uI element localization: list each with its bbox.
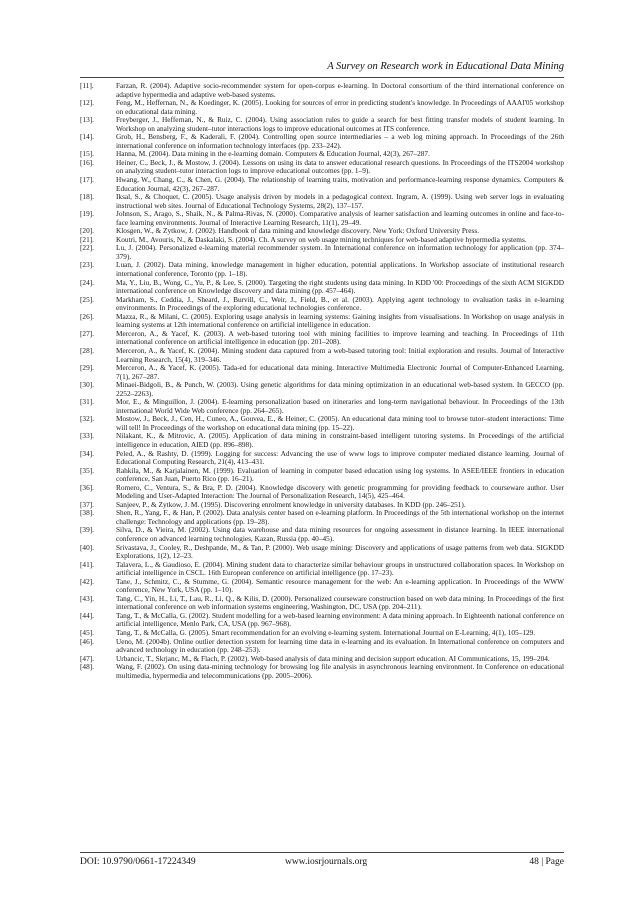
reference-number: [42].	[80, 576, 94, 586]
reference-item	[80, 398, 564, 415]
reference-text: Grob, H., Bensberg, F., & Kaderali, F. (2004). Controlling open source intermediaries – a web log mining approach. In Proceedings of the 26th international conference on information technology interfaces (pp. 233–242).	[116, 132, 564, 150]
reference-item	[80, 595, 564, 612]
reference-item	[80, 279, 564, 296]
reference-number: [43].	[80, 593, 94, 603]
reference-text: Mor, E., & Minguillon, J. (2004). E-learning personalization based on itineraries and long-term navigational behaviour. In Proceedings of the 13th international World Wide Web conference (pp. 264–265).	[116, 397, 564, 415]
reference-number: [28].	[80, 345, 94, 355]
reference-text: Klosgen, W., & Zytkow, J. (2002). Handbook of data mining and knowledge discovery. New York: Oxford University Press.	[116, 226, 480, 236]
footer-journal-url[interactable]: www.iosrjournals.org	[285, 857, 368, 867]
reference-text: Tang, C., Yin, H., Li, T., Lau, R., Li, Q., & Kilis, D. (2000). Personalized courseware construction based on web data mining. In Proceedings of the first international conference on web information systems engineering, Washington, DC, USA (pp. 204–211).	[116, 593, 564, 612]
reference-text: Minaei-Bidgoli, B., & Punch, W. (2003). Using genetic algorithms for data mining optimization in an educational web-based system. In GECCO (pp. 2252–2263).	[116, 380, 564, 398]
reference-text: Lu, J. (2004). Personalized e-learning material recommender system. In International conference on information technology for application (pp. 374–379).	[116, 243, 564, 261]
reference-item	[80, 509, 564, 526]
reference-item	[80, 313, 564, 330]
reference-text: Merceron, A., & Yacef, K. (2005). Tada-ed for educational data mining. Interactive Multimedia Electronic Journal of Computer-Enhanced Learning, 7(1), 267–287.	[116, 363, 564, 381]
reference-number: [23].	[80, 260, 94, 270]
reference-number: [19].	[80, 209, 94, 219]
reference-text: Talavera, L., & Gaudioso, E. (2004). Mining student data to characterize similar behaviour groups in unstructured collaboration spaces. In Workshop on artificial intelligence in CSCL. 16th European conference on artificial intelligence (pp. 17–23).	[116, 559, 564, 578]
reference-item	[80, 638, 564, 655]
reference-number: [17].	[80, 175, 94, 185]
footer-page-number: 48 | Page	[529, 857, 564, 867]
reference-item	[80, 116, 564, 133]
reference-number: [41].	[80, 559, 94, 569]
reference-item	[80, 484, 564, 501]
reference-text: Shen, R., Yang, F., & Han, P. (2002). Data analysis center based on e-learning platform. In Proceedings of the 5th international workshop on the internet challenge: Technology and applications (pp. 19–28).	[116, 508, 564, 526]
reference-text: Silva, D., & Vieira, M. (2002). Using data warehouse and data mining resources for ongoing assessment in distance learning. In IEEE international conference on advanced learning technologies, Kazan, Russia (pp. 40–45).	[116, 525, 564, 543]
reference-item	[80, 82, 564, 99]
reference-number: [18].	[80, 192, 94, 202]
reference-number: [27].	[80, 328, 94, 338]
running-header-title: A Survey on Research work in Educational Data Mining	[327, 61, 564, 72]
reference-number: [35].	[80, 465, 94, 475]
reference-item	[80, 415, 564, 432]
reference-number: [44].	[80, 610, 94, 620]
reference-text: Merceron, A., & Yacef, K. (2003). A web-based tutoring tool with mining facilities to improve learning and teaching. In Proceedings of 11th international conference on artificial intelligence in education (pp. 201–208).	[116, 328, 564, 347]
reference-item	[80, 432, 564, 449]
reference-text: Mazza, R., & Milani, C. (2005). Exploring usage analysis in learning systems: Gaining insights from visualisations. In Workshop on usage analysis in learning systems at 12th international conference on artificial intelligence in education.	[116, 311, 564, 330]
reference-text: Iksal, S., & Choquet, C. (2005). Usage analysis driven by models in a pedagogical context. Ingram, A. (1999). Using web server logs in evaluating instructional web sites. Journal of Educational Technology Systems, 28(2), 137–157.	[116, 192, 564, 210]
reference-item	[80, 526, 564, 543]
reference-text: Ueno, M. (2004b). Online outlier detection system for learning time data in e-learning and its evaluation. In International conference on computers and advanced technology in education (pp. 248–253).	[116, 636, 564, 655]
reference-text: Heiner, C., Beck, J., & Mostow, J. (2004). Lessons on using its data to answer educational research questions. In Proceedings of the ITS2004 workshop on analyzing student–tutor interaction logs to improve educational outcomes (pp. 1–9).	[116, 157, 564, 176]
reference-item	[80, 261, 564, 278]
reference-item	[80, 578, 564, 595]
reference-number: [29].	[80, 363, 94, 373]
reference-text: Mostow, J., Beck, J., Cen, H., Cuneo, A., Gouvea, E., & Heiner, C. (2005). An educational data mining tool to browse tutor–student interactions: Time will tell! In Proceedings of the workshop on educational data mining (pp. 15–22).	[116, 414, 564, 432]
reference-number: [14].	[80, 132, 94, 142]
reference-text: Markham, S., Ceddia, J., Sheard, J., Burvill, C., Weir, J., Field, B., et al. (2003). Applying agent technology to evaluation tasks in e-learning environments. In Proceedings of the exploring educational technologies conference.	[116, 294, 564, 313]
reference-text: Koutri, M., Avouris, N., & Daskalaki, S. (2004). Ch. A survey on web usage mining techniques for web-based adaptive hypermedia systems.	[116, 234, 527, 244]
reference-item	[80, 663, 564, 680]
footer-doi: DOI: 10.9790/0661-17224349	[80, 857, 196, 867]
header-rule	[80, 77, 564, 78]
reference-text: Hanna, M. (2004). Data mining in the e-learning domain. Computers & Education Journal, 42(3), 267–287.	[116, 149, 430, 159]
reference-number: [16].	[80, 157, 94, 167]
reference-text: Merceron, A., & Yacef, K. (2004). Mining student data captured from a web-based tutoring tool: Initial exploration and results. Journal of Interactive Learning Research, 15(4), 319–346.	[116, 345, 564, 364]
reference-text: Romero, C., Ventura, S., & Bra, P. D. (2004). Knowledge discovery with genetic programming for providing feedback to courseware author. User Modeling and User-Adapted Interaction: The Journal of Personalization Research, 14(5), 425–464.	[116, 482, 564, 501]
reference-number: [13].	[80, 115, 94, 125]
reference-item	[80, 364, 564, 381]
reference-number: [22].	[80, 243, 94, 253]
reference-number: [33].	[80, 431, 94, 441]
reference-text: Farzan, R. (2004). Adaptive socio-recommender system for open-corpus e-learning. In Doctoral consortium of the third international conference on adaptive hypermedia and adaptive web-based systems.	[116, 81, 564, 99]
reference-list	[80, 82, 564, 680]
reference-number: [47].	[80, 653, 94, 663]
reference-text: Feng, M., Heffernan, N., & Koedinger, K. (2005). Looking for sources of error in predicting student's knowledge. In Proceedings of AAAI'05 workshop on educational data mining.	[116, 98, 564, 116]
reference-number: [21].	[80, 234, 94, 244]
reference-number: [45].	[80, 628, 94, 637]
reference-item	[80, 99, 564, 116]
reference-number: [39].	[80, 525, 94, 535]
reference-text: Tang, T., & McCalla, G. (2002). Student modelling for a web-based learning environment: A data mining approach. In Eighteenth national conference on artificial intelligence, Menlo Park, CA, USA (pp. 967–968).	[116, 610, 564, 629]
reference-text: Nilakant, K., & Mitrovic, A. (2005). Application of data mining in constraint-based intelligent tutoring systems. In Proceedings of the artificial intelligence in education, AIED (pp. 896–898).	[116, 431, 564, 449]
reference-number: [34].	[80, 448, 94, 458]
reference-item	[80, 296, 564, 313]
reference-text: Luan, J. (2002). Data mining, knowledge management in higher education, potential applications. In Workshop associate of institutional research international conference, Toronto (pp. 1–18).	[116, 260, 564, 279]
reference-text: Freyberger, J., Heffernan, N., & Ruiz, C. (2004). Using association rules to guide a search for best fitting transfer models of student learning. In Workshop on analyzing student–tutor interactions logs to improve educational outcomes at ITS conference.	[116, 115, 564, 133]
reference-number: [30].	[80, 380, 94, 390]
reference-item	[80, 450, 564, 467]
footer-rule	[80, 852, 564, 853]
reference-number: [31].	[80, 397, 94, 407]
reference-number: [20].	[80, 226, 94, 236]
reference-number: [24].	[80, 277, 94, 287]
reference-item	[80, 347, 564, 364]
reference-number: [38].	[80, 508, 94, 518]
reference-number: [46].	[80, 636, 94, 646]
reference-number: [15].	[80, 149, 94, 159]
reference-text: Rahkila, M., & Karjalainen, M. (1999). Evaluation of learning in computer based education using log systems. In ASEE/IEEE frontiers in education conference, San Juan, Puerto Rico (pp. 16–21).	[116, 465, 564, 484]
reference-text: Tang, T., & McCalla, G. (2005). Smart recommendation for an evolving e-learning system. International Journal on E-Learning, 4(1), 105–129.	[116, 628, 536, 637]
reference-number: [40].	[80, 542, 94, 552]
reference-text: Johnson, S., Arago, S., Shaik, N., & Palma-Rivas, N. (2000). Comparative analysis of learner satisfaction and learning outcomes in online and face-to-face learning environments. Journal of Interactive Learning Research, 11(1), 29–49.	[116, 209, 564, 227]
reference-item	[80, 467, 564, 484]
reference-item	[80, 159, 564, 176]
reference-text: Urbancic, T., Skrjanc, M., & Flach, P. (2002). Web-based analysis of data mining and decision support education. AI Communications, 15, 199–204.	[116, 653, 550, 663]
reference-item	[80, 176, 564, 193]
reference-text: Wang, F. (2002). On using data-mining technology for browsing log file analysis in asynchronous learning environment. In Conference on educational multimedia, hypermedia and telecommunications (pp. 2005–2006).	[116, 662, 564, 680]
reference-item	[80, 544, 564, 561]
reference-number: [32].	[80, 414, 94, 424]
reference-number: [12].	[80, 98, 94, 108]
reference-item	[80, 244, 564, 261]
reference-text: Tane, J., Schmitz, C., & Stumme, G. (2004). Semantic resource management for the web: An e-learning application. In Proceedings of the WWW conference, New York, USA (pp. 1–10).	[116, 576, 564, 595]
reference-item	[80, 381, 564, 398]
reference-item	[80, 561, 564, 578]
reference-text: Srivastava, J., Cooley, R., Deshpande, M., & Tan, P. (2000). Web usage mining: Discovery and applications of usage patterns from web data. SIGKDD Explorations, 1(2), 12–23.	[116, 542, 564, 561]
reference-number: [36].	[80, 482, 94, 492]
reference-text: Ma, Y., Liu, B., Wong, C., Yu, P., & Lee, S. (2000). Targeting the right students using data mining. In KDD '00: Proceedings of the sixth ACM SIGKDD international conference on Knowledge discovery and data mining (pp. 457–464).	[116, 277, 564, 296]
reference-item	[80, 133, 564, 150]
reference-number: [26].	[80, 311, 94, 321]
reference-text: Hwang, W., Chang, C., & Chen, G. (2004). The relationship of learning traits, motivation and performance-learning response dynamics. Computers & Education Journal, 42(3), 267–287.	[116, 175, 564, 193]
reference-item	[80, 210, 564, 227]
reference-number: [37].	[80, 499, 94, 509]
reference-number: [48].	[80, 662, 94, 672]
reference-item	[80, 193, 564, 210]
reference-number: [25].	[80, 294, 94, 304]
reference-text: Peled, A., & Rashty, D. (1999). Logging for success: Advancing the use of www logs to improve computer mediated distance learning. Journal of Educational Computing Research, 21(4), 413–431.	[116, 448, 564, 467]
reference-text: Sanjeev, P., & Zytkow, J. M. (1995). Discovering enrolment knowledge in university databases. In KDD (pp. 246–251).	[116, 499, 466, 509]
reference-item	[80, 612, 564, 629]
reference-number: [11].	[80, 81, 94, 90]
reference-item	[80, 330, 564, 347]
